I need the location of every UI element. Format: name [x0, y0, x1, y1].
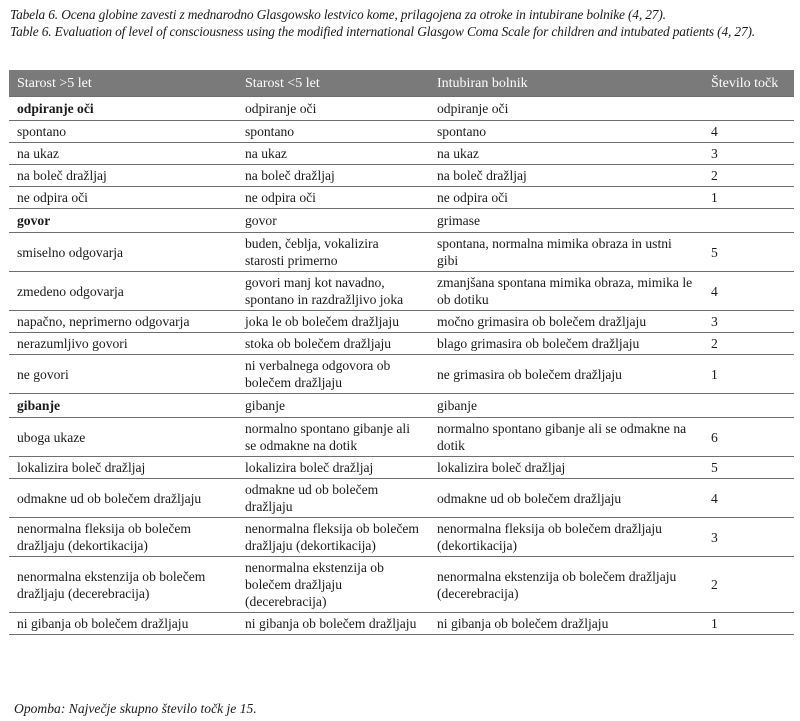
cell-score — [703, 209, 794, 233]
cell-age-over-5: smiselno odgovarja — [9, 233, 237, 272]
table-row — [9, 121, 794, 143]
cell-score: 6 — [703, 418, 794, 457]
header-age-under-5: Starost <5 let — [237, 70, 429, 97]
cell-intubated: odpiranje oči — [429, 97, 703, 121]
header-age-over-5: Starost >5 let — [9, 70, 237, 97]
cell-score: 4 — [703, 272, 794, 311]
cell-score: 1 — [703, 613, 794, 635]
header-score: Število točk — [703, 70, 794, 97]
table-row — [9, 355, 794, 394]
cell-age-under-5: na boleč dražljaj — [237, 165, 429, 187]
cell-intubated: gibanje — [429, 394, 703, 418]
table-row — [9, 187, 794, 209]
table-caption — [10, 6, 794, 40]
cell-age-over-5: uboga ukaze — [9, 418, 237, 457]
cell-score: 1 — [703, 187, 794, 209]
cell-age-over-5: odpiranje oči — [9, 97, 237, 121]
cell-age-under-5: ni verbalnega odgovora ob bolečem dražljaju — [237, 355, 429, 394]
table-row — [9, 457, 794, 479]
cell-score: 4 — [703, 121, 794, 143]
cell-age-under-5: odpiranje oči — [237, 97, 429, 121]
cell-age-over-5: ne odpira oči — [9, 187, 237, 209]
cell-intubated: na boleč dražljaj — [429, 165, 703, 187]
cell-age-over-5: napačno, neprimerno odgovarja — [9, 311, 237, 333]
cell-score: 3 — [703, 143, 794, 165]
table-body — [9, 97, 794, 635]
cell-age-over-5: gibanje — [9, 394, 237, 418]
table-footnote: Opomba: Največje skupno število točk je 15. — [14, 701, 257, 716]
cell-score: 2 — [703, 165, 794, 187]
cell-age-under-5: ne odpira oči — [237, 187, 429, 209]
cell-score: 4 — [703, 479, 794, 518]
cell-age-under-5: govor — [237, 209, 429, 233]
cell-age-under-5: buden, čeblja, vokalizira starosti primerno — [237, 233, 429, 272]
cell-age-over-5: ni gibanja ob bolečem dražljaju — [9, 613, 237, 635]
cell-age-over-5: lokalizira boleč dražljaj — [9, 457, 237, 479]
cell-age-over-5: na boleč dražljaj — [9, 165, 237, 187]
cell-score: 5 — [703, 457, 794, 479]
cell-score: 1 — [703, 355, 794, 394]
cell-age-under-5: gibanje — [237, 394, 429, 418]
cell-age-over-5: spontano — [9, 121, 237, 143]
table-header-row — [9, 70, 794, 97]
cell-age-under-5: odmakne ud ob bolečem dražljaju — [237, 479, 429, 518]
cell-age-under-5: stoka ob bolečem dražljaju — [237, 333, 429, 355]
cell-intubated: na ukaz — [429, 143, 703, 165]
caption-english: Table 6. Evaluation of level of consciousness using the modified international Glasgow Coma Scale for children and intubated patients (4, 27). — [10, 24, 755, 39]
cell-age-under-5: ni gibanja ob bolečem dražljaju — [237, 613, 429, 635]
cell-age-under-5: joka le ob bolečem dražljaju — [237, 311, 429, 333]
header-intubated-patient: Intubiran bolnik — [429, 70, 703, 97]
table-row — [9, 233, 794, 272]
cell-score: 5 — [703, 233, 794, 272]
section-header-row — [9, 97, 794, 121]
table-row — [9, 311, 794, 333]
cell-age-over-5: govor — [9, 209, 237, 233]
cell-intubated: nenormalna ekstenzija ob bolečem dražljaju (decerebracija) — [429, 557, 703, 613]
cell-age-over-5: zmedeno odgovarja — [9, 272, 237, 311]
cell-intubated: spontana, normalna mimika obraza in ustni gibi — [429, 233, 703, 272]
cell-age-over-5: na ukaz — [9, 143, 237, 165]
cell-intubated: blago grimasira ob bolečem dražljaju — [429, 333, 703, 355]
cell-age-over-5: nenormalna ekstenzija ob bolečem dražljaju (decerebracija) — [9, 557, 237, 613]
cell-score — [703, 97, 794, 121]
cell-intubated: grimase — [429, 209, 703, 233]
table-row — [9, 333, 794, 355]
cell-intubated: lokalizira boleč dražljaj — [429, 457, 703, 479]
cell-intubated: odmakne ud ob bolečem dražljaju — [429, 479, 703, 518]
cell-age-over-5: nerazumljivo govori — [9, 333, 237, 355]
cell-age-under-5: normalno spontano gibanje ali se odmakne na dotik — [237, 418, 429, 457]
table-row — [9, 479, 794, 518]
cell-age-over-5: nenormalna fleksija ob bolečem dražljaju (dekortikacija) — [9, 518, 237, 557]
cell-intubated: normalno spontano gibanje ali se odmakne na dotik — [429, 418, 703, 457]
section-header-row — [9, 209, 794, 233]
cell-intubated: zmanjšana spontana mimika obraza, mimika le ob dotiku — [429, 272, 703, 311]
cell-intubated: močno grimasira ob bolečem dražljaju — [429, 311, 703, 333]
cell-age-under-5: nenormalna fleksija ob bolečem dražljaju (dekortikacija) — [237, 518, 429, 557]
cell-intubated: nenormalna fleksija ob bolečem dražljaju (dekortikacija) — [429, 518, 703, 557]
table-row — [9, 557, 794, 613]
table-row — [9, 165, 794, 187]
table-row — [9, 613, 794, 635]
cell-age-under-5: spontano — [237, 121, 429, 143]
cell-age-under-5: govori manj kot navadno, spontano in razdražljivo joka — [237, 272, 429, 311]
table-row — [9, 418, 794, 457]
table-row — [9, 143, 794, 165]
cell-age-under-5: na ukaz — [237, 143, 429, 165]
cell-intubated: ni gibanja ob bolečem dražljaju — [429, 613, 703, 635]
cell-age-under-5: nenormalna ekstenzija ob bolečem dražljaju (decerebracija) — [237, 557, 429, 613]
cell-age-over-5: ne govori — [9, 355, 237, 394]
cell-score — [703, 394, 794, 418]
section-header-row — [9, 394, 794, 418]
cell-score: 2 — [703, 557, 794, 613]
cell-intubated: ne odpira oči — [429, 187, 703, 209]
table-row — [9, 518, 794, 557]
cell-score: 3 — [703, 311, 794, 333]
cell-intubated: spontano — [429, 121, 703, 143]
glasgow-coma-scale-table — [9, 70, 794, 635]
cell-age-under-5: lokalizira boleč dražljaj — [237, 457, 429, 479]
cell-age-over-5: odmakne ud ob bolečem dražljaju — [9, 479, 237, 518]
cell-intubated: ne grimasira ob bolečem dražljaju — [429, 355, 703, 394]
cell-score: 2 — [703, 333, 794, 355]
caption-slovene: Tabela 6. Ocena globine zavesti z mednarodno Glasgowsko lestvico kome, prilagojena za otroke in intubirane bolnike (4, 27). — [10, 7, 666, 22]
cell-score: 3 — [703, 518, 794, 557]
table-row — [9, 272, 794, 311]
